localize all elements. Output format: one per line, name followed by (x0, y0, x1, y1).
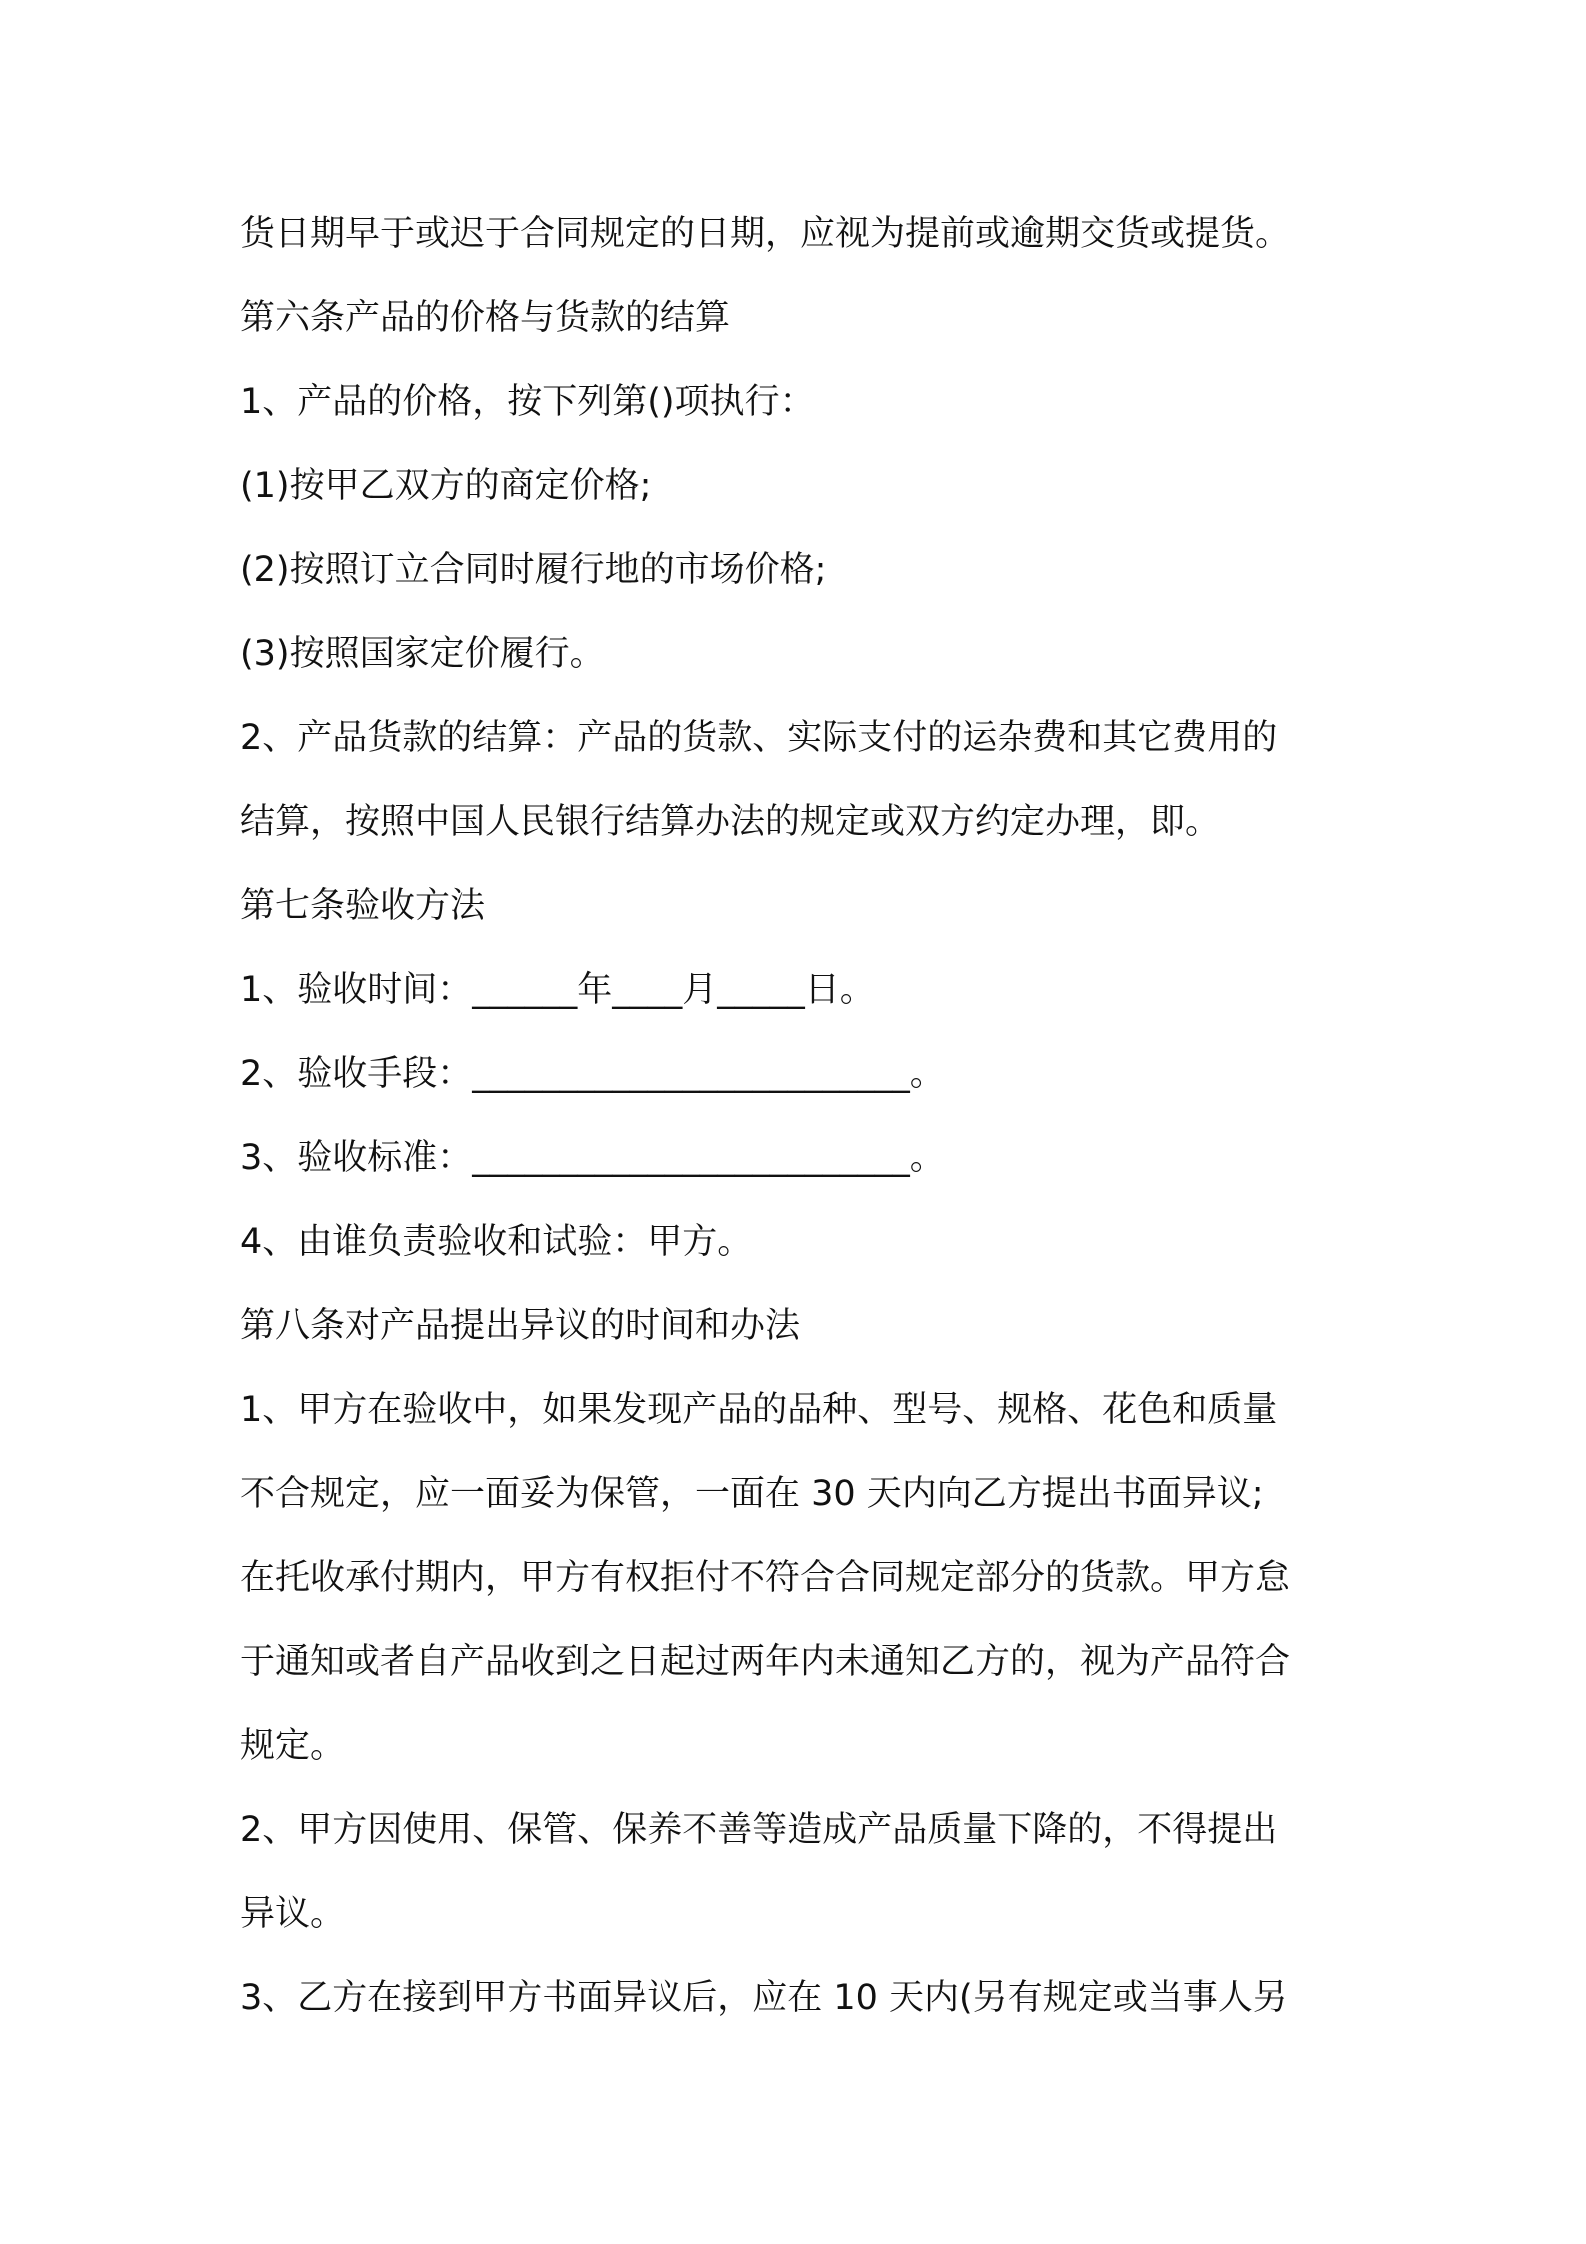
paragraph-line: 1、验收时间：______年____月_____日。 (240, 970, 875, 1010)
paragraph-line: 货日期早于或迟于合同规定的日期，应视为提前或逾期交货或提货。 (240, 214, 1291, 254)
paragraph-line: 4、由谁负责验收和试验：甲方。 (240, 1222, 753, 1262)
paragraph-line: 规定。 (240, 1726, 346, 1766)
paragraph-line: 2、产品货款的结算：产品的货款、实际支付的运杂费和其它费用的 (240, 718, 1278, 758)
section-heading-8: 第八条对产品提出异议的时间和办法 (240, 1306, 801, 1346)
paragraph-line: 3、验收标准：_________________________。 (240, 1138, 945, 1178)
paragraph-line: 于通知或者自产品收到之日起过两年内未通知乙方的，视为产品符合 (240, 1642, 1291, 1682)
paragraph-line: 1、甲方在验收中，如果发现产品的品种、型号、规格、花色和质量 (240, 1390, 1278, 1430)
paragraph-line: 2、验收手段：_________________________。 (240, 1054, 945, 1094)
paragraph-line: 3、乙方在接到甲方书面异议后，应在 10 天内(另有规定或当事人另 (240, 1978, 1288, 2018)
paragraph-line: 在托收承付期内，甲方有权拒付不符合合同规定部分的货款。甲方怠 (240, 1558, 1291, 1598)
paragraph-line: (1)按甲乙双方的商定价格; (240, 466, 652, 506)
paragraph-line: (3)按照国家定价履行。 (240, 634, 605, 674)
paragraph-line: 1、产品的价格，按下列第()项执行： (240, 382, 815, 422)
paragraph-line: (2)按照订立合同时履行地的市场价格; (240, 550, 827, 590)
section-heading-7: 第七条验收方法 (240, 886, 486, 926)
document-body (240, 192, 1370, 2040)
paragraph-line: 异议。 (240, 1894, 346, 1934)
paragraph-line: 2、甲方因使用、保管、保养不善等造成产品质量下降的，不得提出 (240, 1810, 1278, 1850)
paragraph-line: 结算，按照中国人民银行结算办法的规定或双方约定办理，即。 (240, 802, 1221, 842)
paragraph-line: 不合规定，应一面妥为保管，一面在 30 天内向乙方提出书面异议; (240, 1474, 1264, 1514)
section-heading-6: 第六条产品的价格与货款的结算 (240, 298, 731, 338)
